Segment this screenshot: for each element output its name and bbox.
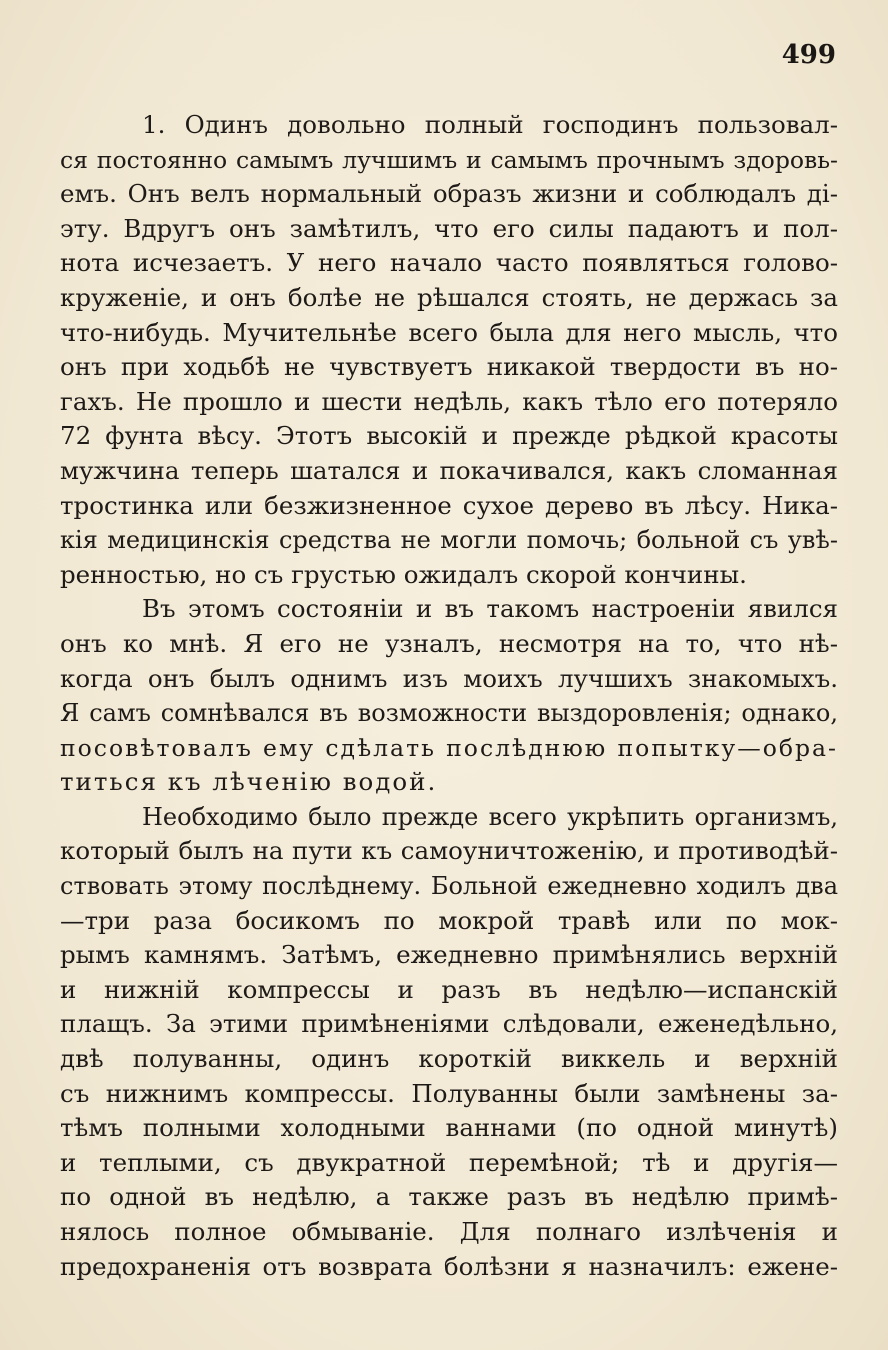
text-line: кія медицинскія средства не могли помочь; больной съ увѣ- <box>60 526 838 555</box>
text-line: ся постоянно самымъ лучшимъ и самымъ прочнымъ здоровь- <box>60 145 838 174</box>
text-line: ствовать этому послѣднему. Больной ежедневно ходилъ два <box>60 872 838 901</box>
text-line: эту. Вдругъ онъ замѣтилъ, что его силы падаютъ и пол- <box>60 213 838 243</box>
text-line: Необходимо было прежде всего укрѣпить организмъ, <box>142 802 838 831</box>
text-line: 1. Одинъ довольно полный господинъ пользовал- <box>142 110 838 139</box>
text-line: 72 фунта вѣсу. Этотъ высокій и прежде рѣдкой красоты <box>60 421 838 451</box>
text-line: круженіе, и онъ болѣе не рѣшался стоять, не держась за <box>60 282 838 312</box>
text-line: который былъ на пути къ самоуничтоженію, и противодѣй- <box>60 836 838 866</box>
text-line: тѣмъ полными холодными ваннами (по одной минутѣ) <box>60 1113 838 1143</box>
text-line: —три раза босикомъ по мокрой травѣ или по мок- <box>60 905 838 935</box>
text-line: мужчина теперь шатался и покачивался, какъ сломанная <box>60 455 838 485</box>
text-line: онъ при ходьбѣ не чувствуетъ никакой твердости въ но- <box>60 352 838 382</box>
body-text <box>60 108 838 1284</box>
text-line: и нижній компрессы и разъ въ недѣлю—испанскій <box>60 974 838 1004</box>
text-line: что-нибудь. Мучительнѣе всего была для него мысль, что <box>60 317 838 347</box>
text-line: онъ ко мнѣ. Я его не узналъ, несмотря на то, что нѣ- <box>60 628 838 658</box>
text-line: съ нижнимъ компрессы. Полуванны были замѣнены за- <box>60 1078 838 1108</box>
text-line: нота исчезаетъ. У него начало часто появляться голово- <box>60 248 838 278</box>
text-line: ренностью, но съ грустью ожидалъ скорой кончины. <box>60 559 747 589</box>
text-line: тростинка или безжизненное сухое дерево въ лѣсу. Никa- <box>60 490 838 520</box>
text-line: предохраненія отъ возврата болѣзни я назначилъ: ежене- <box>60 1251 838 1281</box>
text-line: плащъ. За этими примѣненіями слѣдовали, еженедѣльно, <box>60 1009 838 1039</box>
text-line: посовѣтовалъ ему сдѣлать послѣднюю попытку—обра- <box>60 733 838 762</box>
text-line: Въ этомъ состояніи и въ такомъ настроеніи явился <box>142 594 838 624</box>
text-line: емъ. Онъ велъ нормальный образъ жизни и соблюдалъ ді- <box>60 179 838 209</box>
text-line: когда онъ былъ однимъ изъ моихъ лучшихъ знакомыхъ. <box>60 663 838 693</box>
text-line: нялось полное обмываніе. Для полнаго излѣченія и <box>60 1217 838 1246</box>
page-number: 499 <box>781 40 836 70</box>
text-line: двѣ полуванны, одинъ короткій виккель и верхній <box>60 1044 838 1074</box>
text-line: по одной въ недѣлю, а также разъ въ недѣлю примѣ- <box>60 1182 838 1212</box>
text-line: и теплыми, съ двукратной перемѣной; тѣ и другія— <box>60 1147 838 1177</box>
text-line: рымъ камнямъ. Затѣмъ, ежедневно примѣнялись верхній <box>60 940 838 970</box>
text-line: Я самъ сомнѣвался въ возможности выздоровленія; однако, <box>60 699 838 728</box>
text-line: гахъ. Не прошло и шести недѣль, какъ тѣло его потеряло <box>60 386 838 416</box>
text-line: титься къ лѣченію водой. <box>60 767 438 797</box>
